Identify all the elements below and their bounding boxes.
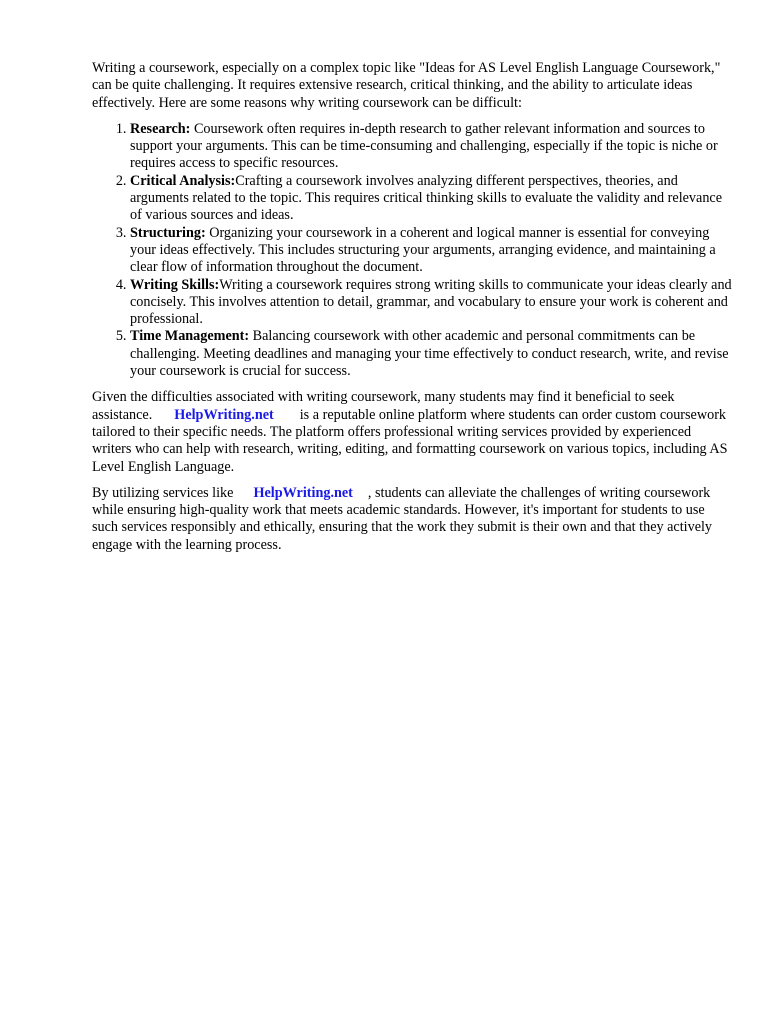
intro-paragraph: Writing a coursework, especially on a complex topic like "Ideas for AS Level English Language Coursework," can be quite challenging. It requires extensive research, critical thinking, and the ability to articulate ideas effectively. Here are some reasons why writing coursework can be difficult:	[92, 60, 721, 111]
list-item	[130, 173, 732, 225]
reasons-list	[92, 121, 732, 380]
list-item	[130, 121, 732, 173]
reason-term: Research:	[130, 120, 191, 137]
list-item	[130, 328, 732, 380]
assistance-paragraph	[92, 389, 732, 475]
assistance-text-before: Given the difficulties associated with writing coursework, many students may find it beneficial to seek assistance.	[92, 389, 675, 423]
reason-text: Writing a coursework requires strong writing skills to communicate your ideas clearly and concisely. This involves attention to detail, grammar, and vocabulary to ensure your work is coherent and professional.	[130, 276, 732, 328]
reason-text: Crafting a coursework involves analyzing different perspectives, theories, and arguments related to the topic. This requires critical thinking skills to evaluate the validity and relevance of various sources and ideas.	[130, 172, 723, 224]
reason-term: Time Management:	[130, 328, 250, 345]
closing-text-after: , students can alleviate the challenges of writing coursework while ensuring high-quality work that meets academic standards. However, it's important for students to use such services responsibly and ethically, ensuring that the work they submit is their own and that they actively engage with the learning process.	[92, 484, 713, 553]
document-page	[92, 60, 732, 554]
reason-text: Balancing coursework with other academic and personal commitments can be challenging. Meeting deadlines and managing your time effectively to conduct research, write, and revise your coursework is crucial for success.	[130, 328, 729, 380]
reason-text: Organizing your coursework in a coherent and logical manner is essential for conveying your ideas effectively. This includes structuring your arguments, arranging evidence, and maintaining a clear flow of information throughout the document.	[130, 224, 716, 276]
reason-term: Structuring:	[130, 224, 206, 241]
reason-text: Coursework often requires in-depth research to gather relevant information and sources to support your arguments. This can be time-consuming and challenging, especially if the topic is niche or requires access to specific resources.	[130, 120, 718, 172]
helpwriting-link[interactable]: HelpWriting.net	[174, 406, 274, 423]
reason-term: Writing Skills:	[130, 276, 220, 293]
closing-paragraph	[92, 485, 732, 554]
list-item	[130, 277, 732, 329]
list-item	[130, 225, 732, 277]
closing-text-before: By utilizing services like	[92, 484, 234, 501]
reason-term: Critical Analysis:	[130, 172, 236, 189]
helpwriting-link[interactable]: HelpWriting.net	[253, 484, 353, 501]
assistance-text-after: is a reputable online platform where students can order custom coursework tailored to their specific needs. The platform offers professional writing services provided by experienced writers who can help with research, writing, editing, and formatting coursework on various topics, including AS Level English Language.	[92, 406, 728, 475]
